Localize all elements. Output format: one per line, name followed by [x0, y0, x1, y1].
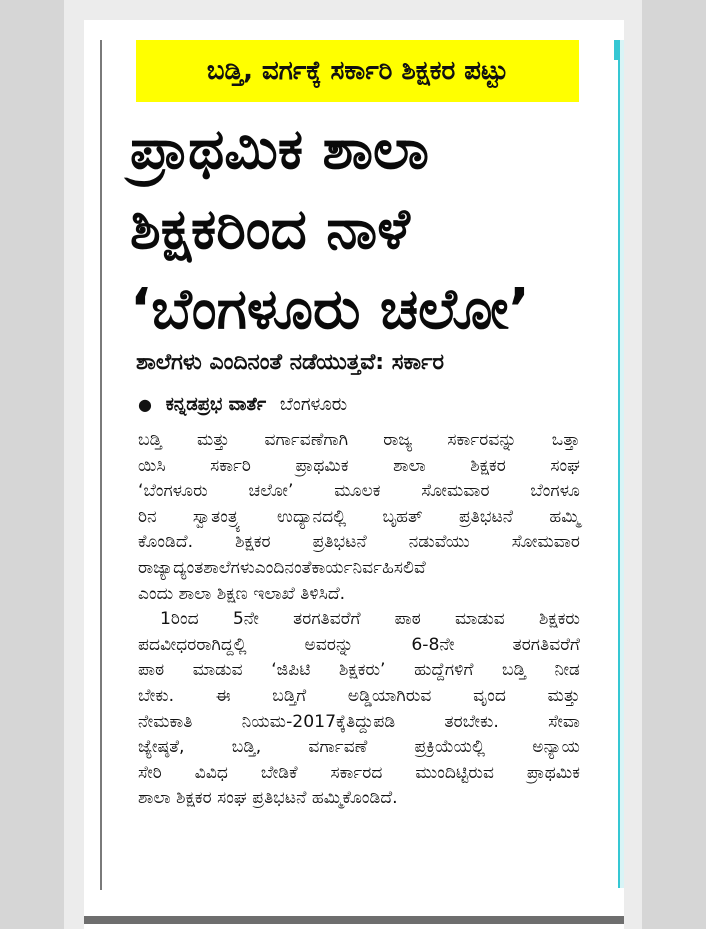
- article-body: [138, 428, 580, 812]
- bullet-icon: ●: [138, 395, 152, 414]
- article-kicker: ಬಡ್ತಿ, ವರ್ಗಕ್ಕೆ ಸರ್ಕಾರಿ ಶಿಕ್ಷಕರ ಪಟ್ಟು: [136, 40, 579, 102]
- bottom-rule: [84, 916, 624, 924]
- column-rule-left: [100, 40, 102, 890]
- text-line: ಸೇರಿ ವಿವಿಧ ಬೇಡಿಕೆ ಸರ್ಕಾರದ ಮುಂದಿಟ್ಟಿರುವ ಪ್ರಾಥಮಿಕ: [138, 762, 580, 783]
- right-margin-band: [642, 0, 706, 929]
- article-byline: [138, 392, 588, 418]
- byline-agency: ಕನ್ನಡಪ್ರಭ ವಾರ್ತೆ: [165, 394, 267, 415]
- text-line: ಬೇಕು. ಈ ಬಡ್ತಿಗೆ ಅಡ್ಡಿಯಾಗಿರುವ ವೃಂದ ಮತ್ತು: [138, 685, 580, 706]
- text-line: ಜ್ಯೇಷ್ಠತೆ, ಬಡ್ತಿ, ವರ್ಗಾವಣೆ ಪ್ರಕ್ರಿಯೆಯಲ್ಲಿ ಅನ್ಯಾಯ: [138, 737, 580, 758]
- text-line: ಪದವೀಧರರಾಗಿದ್ದಲ್ಲಿ ಅವರನ್ನು 6-8ನೇ ತರಗತಿವರೆಗೆ: [138, 634, 580, 655]
- text-line: ಎಂದು ಶಾಲಾ ಶಿಕ್ಷಣ ಇಲಾಖೆ ತಿಳಿಸಿದೆ.: [138, 583, 346, 604]
- headline-line: ಪ್ರಾಥಮಿಕ ಶಾಲಾ: [130, 117, 430, 182]
- paragraph-1: [138, 428, 580, 607]
- text-line: ರಿನ ಸ್ವಾತಂತ್ರ್ಯ ಉದ್ಯಾನದಲ್ಲಿ ಬೃಹತ್ ಪ್ರತಿಭಟನೆ ಹಮ್ಮಿ: [138, 506, 580, 527]
- text-line: 1ರಿಂದ 5ನೇ ತರಗತಿವರೆಗೆ ಪಾಠ ಮಾಡುವ ಶಿಕ್ಷಕರು: [160, 609, 580, 630]
- left-margin-band: [0, 0, 64, 929]
- text-line: ನೇಮಕಾತಿ ನಿಯಮ-2017ಕ್ಕೆತಿದ್ದುಪಡಿ ತರಬೇಕು. ಸೇವಾ: [138, 711, 580, 732]
- text-line: ಶಾಲಾ ಶಿಕ್ಷಕರ ಸಂಘ ಪ್ರತಿಭಟನೆ ಹಮ್ಮಿಕೊಂಡಿದೆ.: [138, 788, 398, 809]
- byline-place: ಬೆಂಗಳೂರು: [279, 394, 348, 415]
- text-line: ಬಡ್ತಿ ಮತ್ತು ವರ್ಗಾವಣೆಗಾಗಿ ರಾಜ್ಯ ಸರ್ಕಾರವನ್ನು ಒತ್ತಾ: [138, 430, 580, 450]
- column-rule-right: [618, 40, 624, 888]
- article-subheadline: ಶಾಲೆಗಳು ಎಂದಿನಂತೆ ನಡೆಯುತ್ತವೆ: ಸರ್ಕಾರ: [136, 350, 445, 375]
- text-line: ಪಾಠ ಮಾಡುವ ‘ಜಿಪಿಟಿ ಶಿಕ್ಷಕರು’ ಹುದ್ದೆಗಳಿಗೆ ಬಡ್ತಿ ನೀಡ: [138, 660, 580, 681]
- text-line: ಯಿಸಿ ಸರ್ಕಾರಿ ಪ್ರಾಥಮಿಕ ಶಾಲಾ ಶಿಕ್ಷಕರ ಸಂಘ: [138, 455, 580, 476]
- text-line: ಕೊಂಡಿದೆ. ಶಿಕ್ಷಕರ ಪ್ರತಿಭಟನೆ ನಡುವೆಯು ಸೋಮವಾರ: [138, 532, 580, 553]
- headline-line: ‘ಬೆಂಗಳೂರು ಚಲೋ’: [130, 277, 530, 342]
- text-line: ‘ಬೆಂಗಳೂರು ಚಲೋ’ ಮೂಲಕ ಸೋಮವಾರ ಬೆಂಗಳೂ: [138, 481, 580, 502]
- paragraph-2: [138, 607, 580, 812]
- text-line: ರಾಜ್ಯಾದ್ಯಂತಶಾಲೆಗಳುಎಂದಿನಂತೆಕಾರ್ಯನಿರ್ವಹಿಸಲಿವೆ: [138, 557, 426, 578]
- article-headline: [130, 110, 590, 350]
- headline-line: ಶಿಕ್ಷಕರಿಂದ ನಾಳೆ: [130, 197, 410, 262]
